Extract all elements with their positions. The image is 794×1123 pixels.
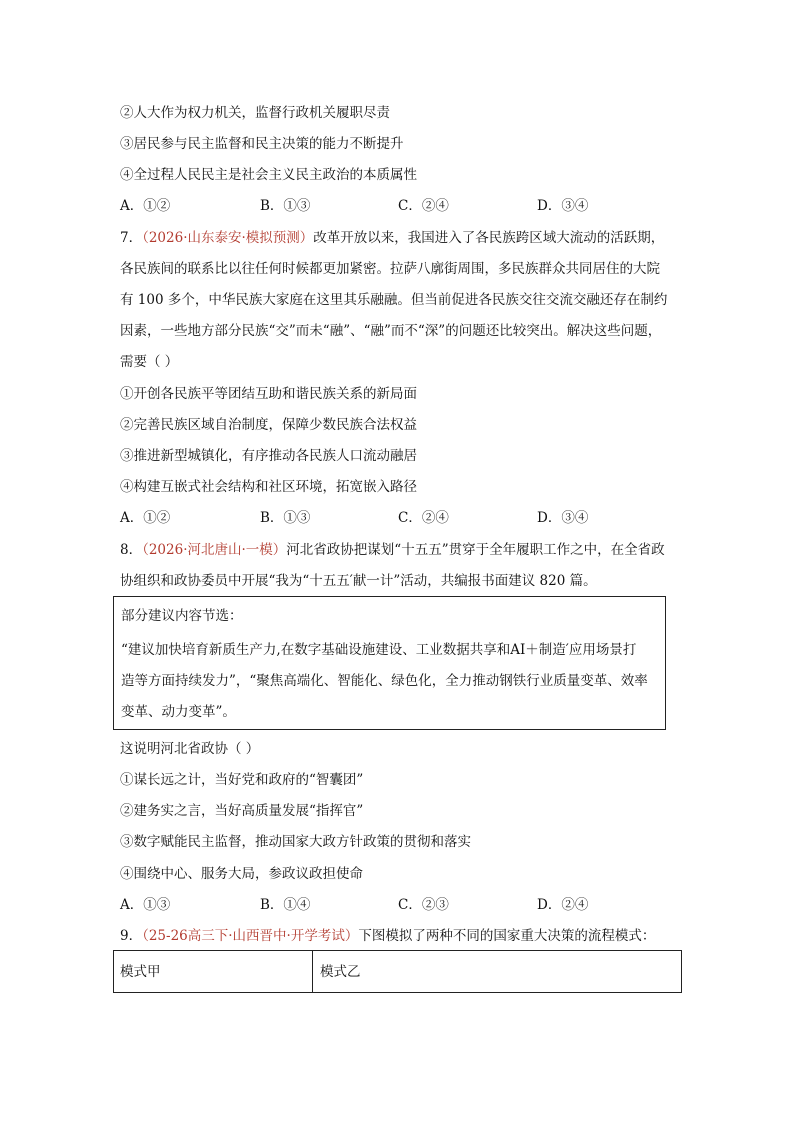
- q7-number: 7．: [120, 230, 143, 246]
- q7-stem-line-1: [120, 228, 664, 248]
- q9-mode-table: [113, 950, 682, 993]
- q8-option-a: A．①③: [120, 897, 171, 913]
- q8-item-1: ①谋长远之计，当好党和政府的“智囊团”: [120, 772, 364, 788]
- q8-box-line-1: 部分建议内容节选：: [121, 608, 243, 624]
- q8-box-line-4: 变革、动力变革”。: [121, 704, 236, 720]
- q7-item-1: ①开创各民族平等团结互助和谐民族关系的新局面: [120, 386, 417, 402]
- q9-number: 9．: [120, 928, 143, 944]
- q7-option-c: C．②④: [398, 510, 449, 526]
- q6-option-c: C．②④: [398, 198, 449, 214]
- table-header-mode-b: 模式乙: [320, 964, 361, 980]
- q8-stem-line-1: [120, 540, 665, 560]
- q7-item-3: ③推进新型城镇化，有序推动各民族人口流动融居: [120, 448, 417, 464]
- q8-item-2: ②建务实之言，当好高质量发展“指挥官”: [120, 803, 364, 819]
- q8-option-d: D．②④: [537, 897, 589, 913]
- q7-option-a: A．①②: [120, 510, 171, 526]
- q7-stem-line-2: 各民族间的联系比以往任何时候都更加紧密。拉萨八廓街周围，多民族群众共同居住的大院: [120, 261, 660, 277]
- q7-stem-text-1: 改革开放以来，我国进入了各民族跨区域大流动的活跃期，: [313, 230, 665, 246]
- q8-option-b: B．①④: [260, 897, 311, 913]
- q7-source: （2026·山东泰安·模拟预测）: [142, 230, 314, 246]
- table-divider: [312, 951, 313, 992]
- q7-option-d: D．③④: [537, 510, 589, 526]
- q7-item-4: ④构建互嵌式社会结构和社区环境，拓宽嵌入路径: [120, 479, 417, 495]
- q8-stem-line-2: 协组织和政协委员中开展“我为“十五五′献一计”活动，共编报书面建议 820 篇。: [120, 573, 597, 589]
- q7-option-b: B．①③: [260, 510, 311, 526]
- q6-item-3: ③居民参与民主监督和民主决策的能力不断提升: [120, 136, 404, 152]
- q8-question: 这说明河北省政协（ ）: [120, 741, 260, 757]
- q7-stem-line-4: 因素，一些地方部分民族“交”而未“融”、“融”而不“深”的问题还比较突出。解决这些问题，: [120, 323, 662, 339]
- q6-option-b: B．①③: [260, 198, 311, 214]
- q8-number: 8．: [120, 542, 143, 558]
- q8-box-line-3: 造等方面持续发力”，“聚焦高端化、智能化、绿色化，全力推动钢铁行业质量变革、效率: [121, 673, 648, 689]
- q9-source: （25-26高三下·山西晋中·开学考试）: [142, 928, 359, 944]
- q6-option-a: A．①②: [120, 198, 171, 214]
- q8-stem-text-1: 河北省政协把谋划“十五五”贯穿于全年履职工作之中，在全省政: [286, 542, 665, 558]
- q7-stem-line-5: 需要（ ）: [120, 354, 179, 370]
- q8-source: （2026·河北唐山·一模）: [142, 542, 287, 558]
- q8-material-box: [113, 596, 666, 730]
- q9-stem-text: 下图模拟了两种不同的国家重大决策的流程模式：: [358, 928, 656, 944]
- q8-item-3: ③数字赋能民主监督，推动国家大政方针政策的贯彻和落实: [120, 834, 471, 850]
- q9-stem-line-1: [120, 926, 655, 946]
- q7-item-2: ②完善民族区域自治制度，保障少数民族合法权益: [120, 417, 417, 433]
- q8-item-4: ④围绕中心、服务大局，参政议政担使命: [120, 866, 363, 882]
- q6-item-2: ②人大作为权力机关，监督行政机关履职尽责: [120, 105, 390, 121]
- q8-option-c: C．②③: [398, 897, 449, 913]
- q7-stem-line-3: 有 100 多个，中华民族大家庭在这里其乐融融。但当前促进各民族交往交流交融还存在制约: [120, 292, 668, 308]
- q6-option-d: D．③④: [537, 198, 589, 214]
- table-header-mode-a: 模式甲: [120, 964, 161, 980]
- q8-box-line-2: “建议加快培育新质生产力,在数字基础设施建设、工业数据共享和AI＋制造′应用场景打: [121, 642, 637, 658]
- q6-item-4: ④全过程人民民主是社会主义民主政治的本质属性: [120, 167, 417, 183]
